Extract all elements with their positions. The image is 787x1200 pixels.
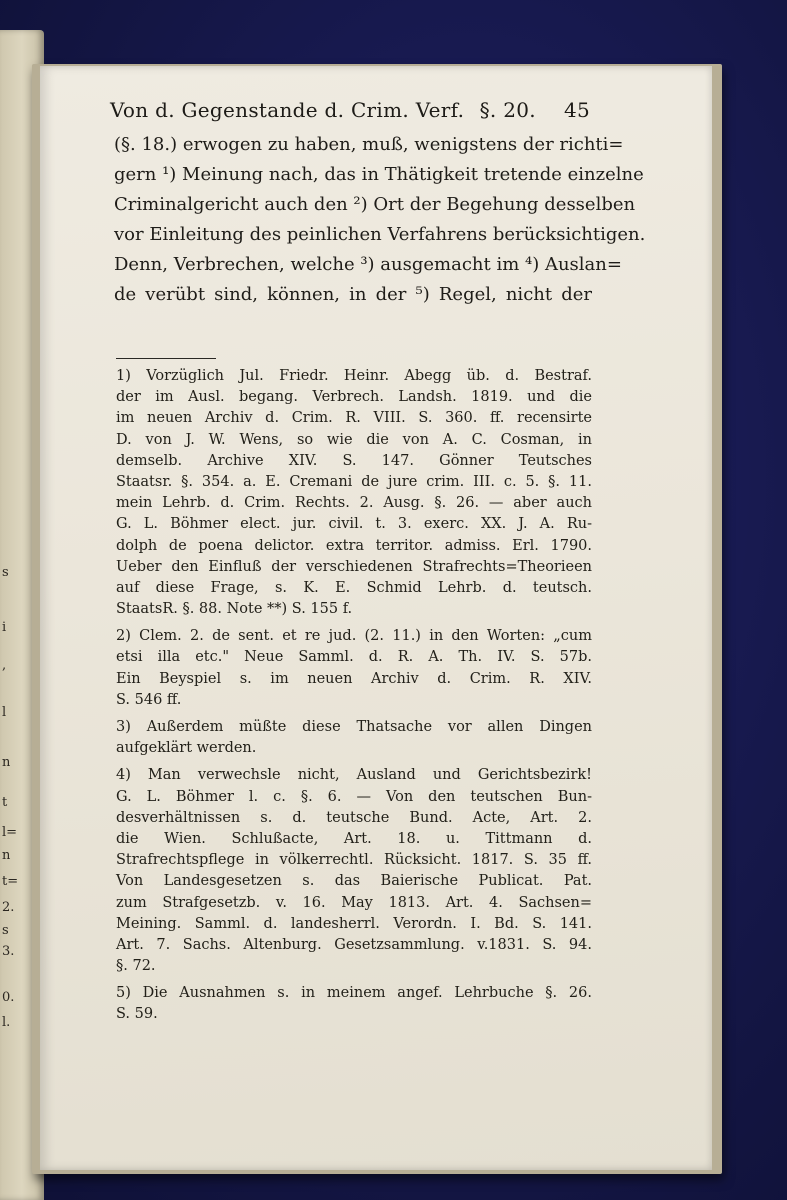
footnote-line: D. von J. W. Wens, so wie die von A. C. Cosman, in bbox=[116, 431, 592, 448]
text-line: Denn, Verbrechen, welche ³) ausgemacht im ⁴) Auslan= bbox=[114, 254, 622, 275]
edge-char: s bbox=[2, 923, 9, 938]
footnote-line: demselb. Archive XIV. S. 147. Gönner Teutsches bbox=[116, 452, 592, 469]
footnote-3 bbox=[116, 717, 592, 759]
footnote-line: StaatsR. §. 88. Note **) S. 155 f. bbox=[116, 601, 353, 618]
footnote-line: Staatsr. §. 354. a. E. Cremani de jure crim. III. c. 5. §. 11. bbox=[116, 473, 592, 490]
edge-char: 2. bbox=[2, 900, 15, 915]
footnote-line: 1) Vorzüglich Jul. Friedr. Heinr. Abegg üb. d. Bestraf. bbox=[116, 368, 592, 384]
footnote-rule bbox=[116, 358, 216, 359]
header-section: §. 20. bbox=[479, 98, 536, 122]
footnote-line: der im Ausl. begang. Verbrech. Landsh. 1819. und die bbox=[116, 389, 592, 406]
footnote-line: Meining. Samml. d. landesherrl. Verordn. I. Bd. S. 141. bbox=[116, 915, 592, 932]
footnote-line: etsi illa etc." Neue Samml. d. R. A. Th. IV. S. 57b. bbox=[116, 649, 592, 666]
footnote-line: mein Lehrb. d. Crim. Rechts. 2. Ausg. §. 26. — aber auch bbox=[116, 495, 592, 512]
edge-char: l. bbox=[2, 1015, 11, 1030]
footnote-2 bbox=[116, 626, 592, 711]
text-line: (§. 18.) erwogen zu haben, muß, wenigstens der richti= bbox=[114, 134, 624, 155]
footnote-line: Art. 7. Sachs. Altenburg. Gesetzsammlung. v.1831. S. 94. bbox=[116, 936, 592, 953]
footnote-line: Ueber den Einfluß der verschiedenen Strafrechts=Theorieen bbox=[116, 558, 592, 575]
footnote-line: auf diese Frage, s. K. E. Schmid Lehrb. d. teutsch. bbox=[116, 579, 592, 596]
footnote-line: G. L. Böhmer l. c. §. 6. — Von den teutschen Bun- bbox=[116, 788, 592, 805]
running-header bbox=[110, 98, 590, 122]
footnote-line: Von Landesgesetzen s. das Baierische Publicat. Pat. bbox=[116, 873, 592, 890]
text-line: de verübt sind, können, in der ⁵) Regel, nicht der bbox=[114, 284, 592, 305]
footnote-line: aufgeklärt werden. bbox=[116, 740, 257, 757]
footnote-line: S. 546 ff. bbox=[116, 691, 182, 708]
edge-char: 0. bbox=[2, 990, 15, 1005]
footnote-line: G. L. Böhmer elect. jur. civil. t. 3. exerc. XX. J. A. Ru- bbox=[116, 516, 592, 533]
edge-char: n bbox=[2, 755, 11, 770]
footnote-line: desverhältnissen s. d. teutsche Bund. Acte, Art. 2. bbox=[116, 809, 592, 826]
footnote-line: zum Strafgesetzb. v. 16. May 1813. Art. 4. Sachsen= bbox=[116, 894, 592, 911]
footnote-line: Ein Beyspiel s. im neuen Archiv d. Crim. R. XIV. bbox=[116, 670, 592, 687]
footnote-line: S. 59. bbox=[116, 1006, 158, 1023]
footnote-4 bbox=[116, 765, 592, 977]
footnote-line: 2) Clem. 2. de sent. et re jud. (2. 11.) in den Worten: „cum bbox=[116, 628, 592, 645]
footnotes bbox=[116, 366, 592, 1032]
header-title: Von d. Gegenstande d. Crim. Verf. bbox=[110, 98, 465, 122]
edge-char: l bbox=[2, 705, 7, 720]
footnote-line: im neuen Archiv d. Crim. R. VIII. S. 360. ff. recensirte bbox=[116, 410, 592, 427]
edge-char: 3. bbox=[2, 944, 15, 959]
footnote-line: 4) Man verwechsle nicht, Ausland und Gerichtsbezirk! bbox=[116, 767, 592, 784]
edge-char: t bbox=[2, 795, 8, 810]
footnote-line: dolph de poena delictor. extra territor. admiss. Erl. 1790. bbox=[116, 537, 592, 554]
edge-char: s bbox=[2, 565, 9, 580]
edge-char: , bbox=[2, 658, 7, 673]
main-text bbox=[114, 130, 646, 310]
edge-char: l= bbox=[2, 825, 18, 840]
text-line: Criminalgericht auch den ²) Ort der Begehung desselben bbox=[114, 194, 636, 215]
footnote-line: §. 72. bbox=[116, 958, 156, 975]
footnote-line: 5) Die Ausnahmen s. in meinem angef. Lehrbuche §. 26. bbox=[116, 985, 592, 1002]
footnote-line: Strafrechtspflege in völkerrechtl. Rücksicht. 1817. S. 35 ff. bbox=[116, 852, 592, 869]
edge-char: i bbox=[2, 620, 7, 635]
text-line: gern ¹) Meinung nach, das in Thätigkeit tretende einzelne bbox=[114, 164, 644, 185]
page-number: 45 bbox=[563, 98, 590, 122]
footnote-line: die Wien. Schlußacte, Art. 18. u. Tittmann d. bbox=[116, 830, 592, 847]
footnote-5 bbox=[116, 983, 592, 1025]
footnote-line: 3) Außerdem müßte diese Thatsache vor allen Dingen bbox=[116, 719, 592, 735]
edge-char: t= bbox=[2, 874, 19, 889]
edge-char: n bbox=[2, 848, 11, 863]
footnote-1 bbox=[116, 366, 592, 620]
text-line: vor Einleitung des peinlichen Verfahrens berücksichtigen. bbox=[114, 224, 646, 245]
